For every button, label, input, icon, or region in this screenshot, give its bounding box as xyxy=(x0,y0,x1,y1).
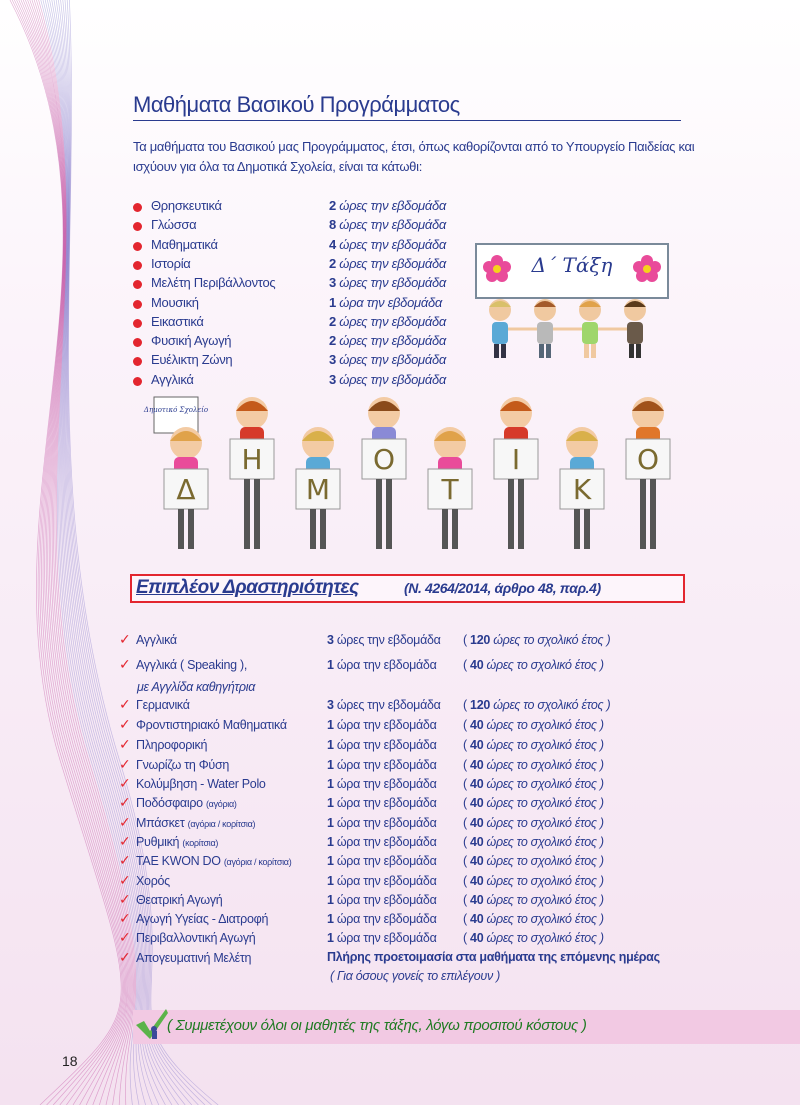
checkmark-icon xyxy=(134,1007,170,1041)
activity-title: Θεατρική Αγωγή xyxy=(136,893,223,907)
extra-activities-header xyxy=(130,574,685,603)
activity-hours-number: 1 xyxy=(327,854,334,868)
activity-hours-unit: ώρα την εβδομάδα xyxy=(336,758,437,772)
activity-year-unit: ώρες το σχολικό έτος ) xyxy=(486,893,604,907)
activity-name xyxy=(136,816,255,830)
activity-weekly-hours xyxy=(327,912,437,926)
checkmark-icon: ✓ xyxy=(119,632,131,648)
activity-title: Ποδόσφαιρο xyxy=(136,796,203,810)
activity-hours-number: 1 xyxy=(327,718,334,732)
study-note-sub: ( Για όσους γονείς το επιλέγουν ) xyxy=(330,969,500,983)
subject-hours xyxy=(329,198,446,213)
activity-year-number: 40 xyxy=(470,931,484,945)
checkmark-icon: ✓ xyxy=(119,853,131,869)
checkmark-icon: ✓ xyxy=(119,657,131,673)
subject-hours-unit: ώρες την εβδομάδα xyxy=(339,255,446,271)
subject-hours-unit: ώρες την εβδομάδα xyxy=(339,371,446,387)
activity-yearly-hours: ( 40 ώρες το σχολικό έτος ) xyxy=(463,912,604,926)
activity-yearly-hours: ( 40 ώρες το σχολικό έτος ) xyxy=(463,658,604,672)
subject-name: Ευέλικτη Ζώνη xyxy=(151,352,233,368)
checkmark-icon: ✓ xyxy=(119,834,131,850)
activity-weekly-hours xyxy=(327,758,437,772)
extra-activities-title: Επιπλέον Δραστηριότητες xyxy=(136,577,359,598)
activity-hours-unit: ώρα την εβδομάδα xyxy=(336,777,437,791)
subject-name: Αγγλικά xyxy=(151,371,194,387)
activity-title: Αγωγή Υγείας - Διατροφή xyxy=(136,912,269,926)
footer-text: ( Συμμετέχουν όλοι οι μαθητές της τάξης, λόγω προσιτού κόστους ) xyxy=(167,1017,587,1034)
activity-audience: (αγόρια / κορίτσια) xyxy=(223,857,292,867)
activity-year-unit: ώρες το σχολικό έτος ) xyxy=(486,931,604,945)
activity-name xyxy=(136,951,251,965)
activity-name xyxy=(136,633,177,647)
activity-year-number: 40 xyxy=(470,796,484,810)
activity-weekly-hours xyxy=(327,816,437,830)
activity-hours-unit: ώρα την εβδομάδα xyxy=(336,874,437,888)
activity-weekly-hours xyxy=(327,796,437,810)
activity-name xyxy=(136,912,268,926)
school-sign xyxy=(143,397,208,433)
activity-title: Αγγλικά ( Speaking ), xyxy=(136,658,248,672)
activity-title: Πληροφορική xyxy=(136,738,208,752)
activity-hours-number: 1 xyxy=(327,777,334,791)
activity-title: TAE KWON DO xyxy=(136,854,221,868)
child-with-letter xyxy=(494,397,538,549)
activity-year-number: 40 xyxy=(470,738,484,752)
activity-title: Γερμανικά xyxy=(136,698,190,712)
activity-year-number: 40 xyxy=(470,777,484,791)
child-with-letter xyxy=(164,427,208,549)
bullet-icon xyxy=(133,319,142,328)
activity-year-unit: ώρες το σχολικό έτος ) xyxy=(486,835,604,849)
subject-name: Μελέτη Περιβάλλοντος xyxy=(151,275,276,291)
subject-hours-number: 3 xyxy=(329,352,336,368)
child-with-letter xyxy=(296,427,340,549)
subject-hours-unit: ώρα την εβδομάδα xyxy=(339,294,443,310)
activity-year-unit: ώρες το σχολικό έτος ) xyxy=(486,738,604,752)
banner-letter: Ο xyxy=(372,443,396,476)
activity-title: Φροντιστηριακό Μαθηματικά xyxy=(136,718,287,732)
subject-name: Μαθηματικά xyxy=(151,236,218,252)
activity-year-unit: ώρες το σχολικό έτος ) xyxy=(486,854,604,868)
banner-letter: Η xyxy=(241,443,263,476)
activity-year-unit: ώρες το σχολικό έτος ) xyxy=(486,874,604,888)
activity-hours-unit: ώρες την εβδομάδα xyxy=(336,698,441,712)
subject-hours xyxy=(329,237,446,252)
flower-icon xyxy=(633,255,661,283)
activity-hours-unit: ώρα την εβδομάδα xyxy=(336,816,437,830)
child-with-letter xyxy=(362,397,406,549)
checkmark-icon: ✓ xyxy=(119,737,131,753)
activity-title: Μπάσκετ xyxy=(136,816,185,830)
bullet-icon xyxy=(133,242,142,251)
child-with-letter xyxy=(230,397,274,549)
activity-hours-number: 1 xyxy=(327,796,334,810)
school-banner-illustration xyxy=(140,395,680,555)
page-number: 18 xyxy=(62,1053,78,1069)
activity-year-number: 40 xyxy=(470,658,484,672)
checkmark-icon: ✓ xyxy=(119,697,131,713)
bullet-icon xyxy=(133,377,142,386)
activity-name xyxy=(136,835,218,849)
activity-name xyxy=(136,893,222,907)
checkmark-icon: ✓ xyxy=(119,892,131,908)
activity-year-number: 40 xyxy=(470,816,484,830)
subject-hours xyxy=(329,295,442,310)
subject-hours-unit: ώρες την εβδομάδα xyxy=(339,352,446,368)
subject-hours xyxy=(329,314,446,329)
checkmark-icon: ✓ xyxy=(119,757,131,773)
activity-yearly-hours: ( 40 ώρες το σχολικό έτος ) xyxy=(463,738,604,752)
activity-hours-number: 1 xyxy=(327,912,334,926)
checkmark-icon: ✓ xyxy=(119,795,131,811)
subject-name: Γλώσσα xyxy=(151,217,197,233)
activity-year-number: 40 xyxy=(470,854,484,868)
subject-hours-unit: ώρες την εβδομάδα xyxy=(339,217,446,233)
activity-hours-unit: ώρα την εβδομάδα xyxy=(336,931,437,945)
activity-year-number: 120 xyxy=(470,633,491,647)
activity-name xyxy=(136,738,207,752)
child-with-letter xyxy=(560,427,604,549)
subject-hours-unit: ώρες την εβδομάδα xyxy=(339,333,446,349)
activity-weekly-hours xyxy=(327,835,437,849)
activity-weekly-hours xyxy=(327,698,441,712)
activity-year-number: 40 xyxy=(470,758,484,772)
subject-name: Μουσική xyxy=(151,294,199,310)
footer-banner xyxy=(133,1010,800,1044)
checkmark-icon: ✓ xyxy=(119,815,131,831)
activity-weekly-hours xyxy=(327,931,437,945)
activity-year-number: 40 xyxy=(470,835,484,849)
child-with-letter xyxy=(626,397,670,549)
activity-name xyxy=(136,931,255,945)
checkmark-icon: ✓ xyxy=(119,950,131,966)
study-note: Πλήρης προετοιμασία στα μαθήματα της επόμενης ημέρας xyxy=(327,950,660,964)
activity-yearly-hours: ( 40 ώρες το σχολικό έτος ) xyxy=(463,931,604,945)
activity-title: Κολύμβηση - Water Polo xyxy=(136,777,266,791)
activity-year-unit: ώρες το σχολικό έτος ) xyxy=(486,816,604,830)
subject-hours-number: 2 xyxy=(329,313,336,329)
activity-yearly-hours: ( 40 ώρες το σχολικό έτος ) xyxy=(463,816,604,830)
activity-year-number: 40 xyxy=(470,718,484,732)
banner-letter: Τ xyxy=(441,473,459,506)
subject-hours xyxy=(329,217,446,232)
activity-title: Χορός xyxy=(136,874,170,888)
activity-weekly-hours xyxy=(327,893,437,907)
activity-hours-unit: ώρα την εβδομάδα xyxy=(336,658,437,672)
activity-name xyxy=(136,874,170,888)
activity-audience: (αγόρια / κορίτσια) xyxy=(187,819,256,829)
subject-name: Φυσική Αγωγή xyxy=(151,333,232,349)
activity-year-number: 120 xyxy=(470,698,491,712)
activity-hours-unit: ώρα την εβδομάδα xyxy=(336,738,437,752)
activity-hours-unit: ώρες την εβδομάδα xyxy=(336,633,441,647)
activity-hours-number: 1 xyxy=(327,758,334,772)
activity-hours-number: 3 xyxy=(327,633,334,647)
grade-label: Δ΄ Τάξη xyxy=(531,253,613,277)
activity-yearly-hours: ( 120 ώρες το σχολικό έτος ) xyxy=(463,698,611,712)
subject-hours-number: 2 xyxy=(329,255,336,271)
activity-hours-number: 1 xyxy=(327,738,334,752)
activity-year-number: 40 xyxy=(470,874,484,888)
activity-title: Ρυθμική xyxy=(136,835,180,849)
banner-letter: Μ xyxy=(305,473,331,506)
activity-hours-number: 1 xyxy=(327,893,334,907)
bullet-icon xyxy=(133,261,142,270)
subject-hours-number: 1 xyxy=(329,294,336,310)
checkmark-icon: ✓ xyxy=(119,930,131,946)
activity-audience: (κορίτσια) xyxy=(182,838,219,848)
subject-hours-number: 2 xyxy=(329,333,336,349)
activity-year-unit: ώρες το σχολικό έτος ) xyxy=(493,633,611,647)
subject-hours-number: 2 xyxy=(329,198,336,213)
activity-yearly-hours: ( 40 ώρες το σχολικό έτος ) xyxy=(463,796,604,810)
activity-yearly-hours: ( 40 ώρες το σχολικό έτος ) xyxy=(463,835,604,849)
activity-weekly-hours xyxy=(327,777,437,791)
activity-title: Αγγλικά xyxy=(136,633,177,647)
activity-name xyxy=(136,796,237,810)
activity-audience: (αγόρια) xyxy=(205,799,237,809)
subject-hours xyxy=(329,256,446,271)
law-reference: (Ν. 4264/2014, άρθρο 48, παρ.4) xyxy=(404,580,601,596)
subject-hours xyxy=(329,352,446,367)
activity-title: Απογευματινή Μελέτη xyxy=(136,951,252,965)
activity-weekly-hours xyxy=(327,874,437,888)
english-teacher-note: με Αγγλίδα καθηγήτρια xyxy=(137,680,256,694)
activity-hours-number: 1 xyxy=(327,931,334,945)
school-sign-text: Δημοτικό Σχολείο xyxy=(143,406,209,414)
subject-name: Ιστορία xyxy=(151,255,191,271)
activity-name xyxy=(136,718,287,732)
activity-hours-number: 1 xyxy=(327,658,334,672)
activity-yearly-hours: ( 40 ώρες το σχολικό έτος ) xyxy=(463,758,604,772)
page-title: Μαθήματα Βασικού Προγράμματος xyxy=(133,92,681,121)
subject-hours-unit: ώρες την εβδομάδα xyxy=(339,198,446,213)
subject-name: Θρησκευτικά xyxy=(151,198,222,213)
activity-weekly-hours xyxy=(327,718,437,732)
subject-hours-unit: ώρες την εβδομάδα xyxy=(339,236,446,252)
activity-yearly-hours: ( 40 ώρες το σχολικό έτος ) xyxy=(463,777,604,791)
activity-weekly-hours xyxy=(327,738,437,752)
activity-hours-unit: ώρα την εβδομάδα xyxy=(336,854,437,868)
activity-year-unit: ώρες το σχολικό έτος ) xyxy=(486,658,604,672)
activity-weekly-hours xyxy=(327,633,441,647)
subject-hours xyxy=(329,372,446,387)
subject-hours xyxy=(329,333,446,348)
activity-year-number: 40 xyxy=(470,912,484,926)
activity-title: Περιβαλλοντική Αγωγή xyxy=(136,931,256,945)
banner-letter: Κ xyxy=(572,473,592,506)
banner-letter: Ι xyxy=(511,443,521,476)
activity-year-number: 40 xyxy=(470,893,484,907)
activity-yearly-hours: ( 40 ώρες το σχολικό έτος ) xyxy=(463,718,604,732)
subject-hours xyxy=(329,275,446,290)
activity-hours-unit: ώρα την εβδομάδα xyxy=(336,835,437,849)
bullet-icon xyxy=(133,300,142,309)
activity-hours-number: 3 xyxy=(327,698,334,712)
subject-hours-unit: ώρες την εβδομάδα xyxy=(339,313,446,329)
activity-name xyxy=(136,698,190,712)
intro-text: Τα μαθήματα του Βασικού μας Προγράμματος, έτσι, όπως καθορίζονται από το Υπουργείο Παιδείας και ισχύουν για όλα τα Δημοτικά Σχολεία, είναι τα κάτωθι: xyxy=(133,139,695,174)
activity-name xyxy=(136,854,291,868)
activity-year-unit: ώρες το σχολικό έτος ) xyxy=(493,698,611,712)
activity-yearly-hours: ( 120 ώρες το σχολικό έτος ) xyxy=(463,633,611,647)
activity-year-unit: ώρες το σχολικό έτος ) xyxy=(486,796,604,810)
subject-hours-number: 3 xyxy=(329,275,336,291)
bullet-icon xyxy=(133,203,142,212)
checkmark-icon: ✓ xyxy=(119,873,131,889)
checkmark-icon: ✓ xyxy=(119,717,131,733)
subject-hours-number: 4 xyxy=(329,236,336,252)
children-illustration xyxy=(470,295,670,365)
activity-hours-number: 1 xyxy=(327,835,334,849)
checkmark-icon: ✓ xyxy=(119,776,131,792)
activity-hours-unit: ώρα την εβδομάδα xyxy=(336,796,437,810)
activity-hours-unit: ώρα την εβδομάδα xyxy=(336,893,437,907)
activity-year-unit: ώρες το σχολικό έτος ) xyxy=(486,758,604,772)
activity-weekly-hours xyxy=(327,854,437,868)
child-with-letter xyxy=(428,427,472,549)
activity-yearly-hours: ( 40 ώρες το σχολικό έτος ) xyxy=(463,854,604,868)
subject-hours-number: 3 xyxy=(329,371,336,387)
activity-yearly-hours: ( 40 ώρες το σχολικό έτος ) xyxy=(463,874,604,888)
checkmark-icon: ✓ xyxy=(119,911,131,927)
activity-name xyxy=(136,777,266,791)
activity-name xyxy=(136,758,229,772)
grade-sign xyxy=(475,243,669,299)
activity-name xyxy=(136,658,247,672)
activity-hours-number: 1 xyxy=(327,874,334,888)
activity-yearly-hours: ( 40 ώρες το σχολικό έτος ) xyxy=(463,893,604,907)
subject-hours-number: 8 xyxy=(329,217,336,233)
banner-letter: Ο xyxy=(636,443,660,476)
activity-hours-number: 1 xyxy=(327,816,334,830)
subject-hours-unit: ώρες την εβδομάδα xyxy=(339,275,446,291)
banner-letter: Δ xyxy=(176,473,196,506)
activity-weekly-hours xyxy=(327,658,437,672)
activity-year-unit: ώρες το σχολικό έτος ) xyxy=(486,912,604,926)
subject-name: Εικαστικά xyxy=(151,313,204,329)
activity-year-unit: ώρες το σχολικό έτος ) xyxy=(486,777,604,791)
activity-hours-unit: ώρα την εβδομάδα xyxy=(336,912,437,926)
activity-hours-unit: ώρα την εβδομάδα xyxy=(336,718,437,732)
activity-title: Γνωρίζω τη Φύση xyxy=(136,758,230,772)
activity-year-unit: ώρες το σχολικό έτος ) xyxy=(486,718,604,732)
